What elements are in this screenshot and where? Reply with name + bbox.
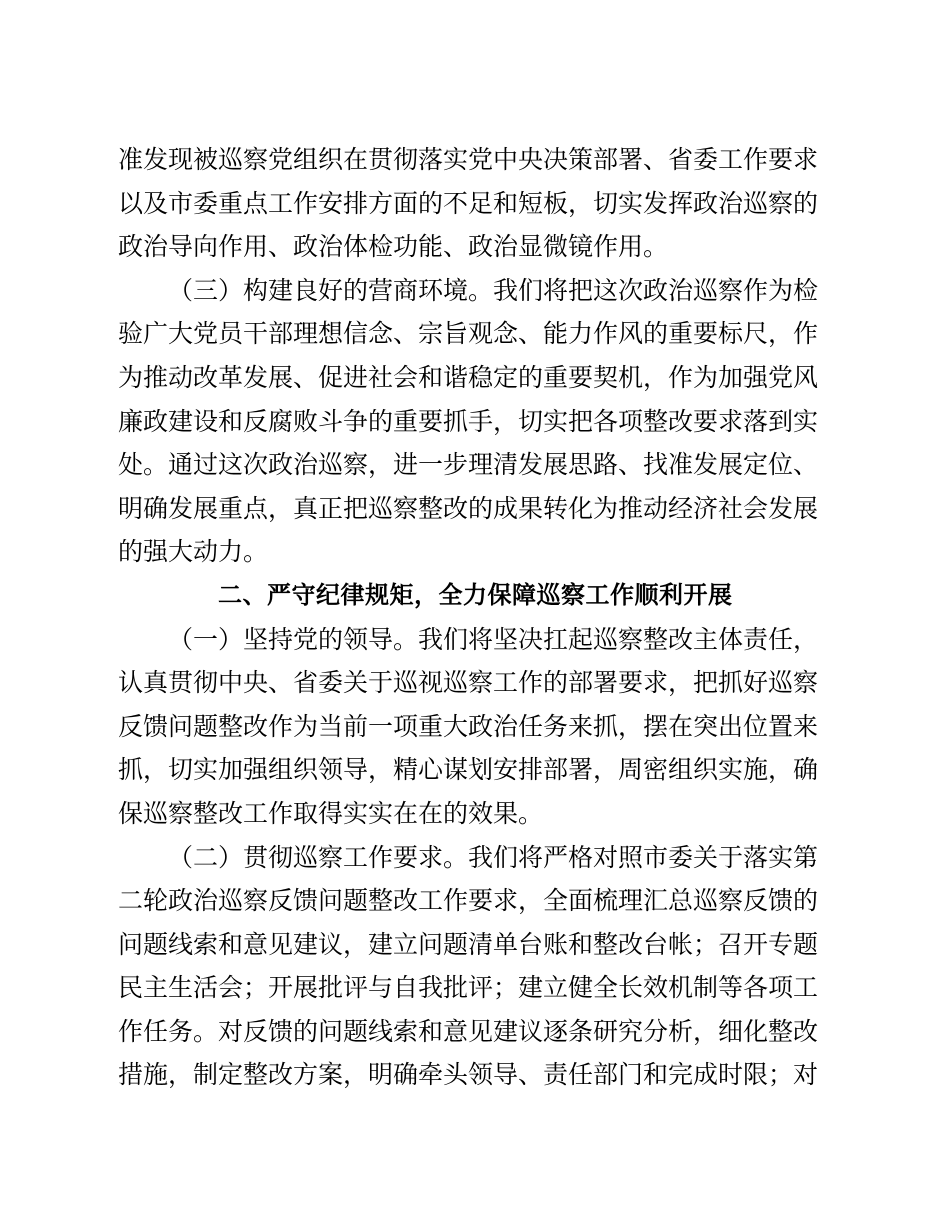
text-line: （三）构建良好的营商环境。我们将把这次政治巡察作为检: [168, 275, 819, 305]
text-line: 作任务。对反馈的问题线索和意见建议逐条研究分析，细化整改: [118, 1016, 819, 1046]
text-line: 抓，切实加强组织领导，精心谋划安排部署，周密组织实施，确: [118, 755, 819, 785]
text-line: 的强大动力。: [118, 537, 269, 567]
document-body: [118, 138, 818, 1097]
text-line: 民主生活会；开展批评与自我批评；建立健全长效机制等各项工: [118, 973, 819, 1003]
text-line: 问题线索和意见建议，建立问题清单台账和整改台帐；召开专题: [118, 929, 819, 959]
text-line: 准发现被巡察党组织在贯彻落实党中央决策部署、省委工作要求: [118, 145, 819, 174]
text-line: 为推动改革发展、促进社会和谐稳定的重要契机，作为加强党风: [118, 362, 819, 392]
text-line: 验广大党员干部理想信念、宗旨观念、能力作风的重要标尺，作: [118, 319, 819, 349]
text-line: 保巡察整改工作取得实实在在的效果。: [118, 798, 544, 828]
paragraph-party-leadership: [118, 618, 818, 836]
text-line: 以及市委重点工作安排方面的不足和短板，切实发挥政治巡察的: [118, 188, 819, 218]
text-line: 反馈问题整改作为当前一项重大政治任务来抓，摆在突出位置来: [118, 711, 819, 741]
text-line: （一）坚持党的领导。我们将坚决扛起巡察整改主体责任，: [168, 624, 819, 654]
paragraph-intro-continuation: [118, 138, 818, 269]
section-heading: [118, 574, 818, 618]
text-line: 明确发展重点，真正把巡察整改的成果转化为推动经济社会发展: [118, 493, 819, 523]
paragraph-inspection-requirements: [118, 836, 818, 1098]
text-line: （二）贯彻巡察工作要求。我们将严格对照市委关于落实第: [168, 842, 819, 872]
text-line: 政治导向作用、政治体检功能、政治显微镜作用。: [118, 232, 669, 262]
heading-text: 二、严守纪律规矩，全力保障巡察工作顺利开展: [218, 580, 733, 609]
text-line: 认真贯彻中央、省委关于巡视巡察工作的部署要求，把抓好巡察: [118, 668, 819, 698]
text-line: 廉政建设和反腐败斗争的重要抓手，切实把各项整改要求落到实: [118, 406, 819, 436]
text-line: 二轮政治巡察反馈问题整改工作要求，全面梳理汇总巡察反馈的: [118, 886, 819, 916]
text-line: 措施，制定整改方案，明确牵头领导、责任部门和完成时限；对: [118, 1060, 819, 1090]
paragraph-business-environment: [118, 269, 818, 574]
text-line: 处。通过这次政治巡察，进一步理清发展思路、找准发展定位、: [118, 450, 819, 480]
